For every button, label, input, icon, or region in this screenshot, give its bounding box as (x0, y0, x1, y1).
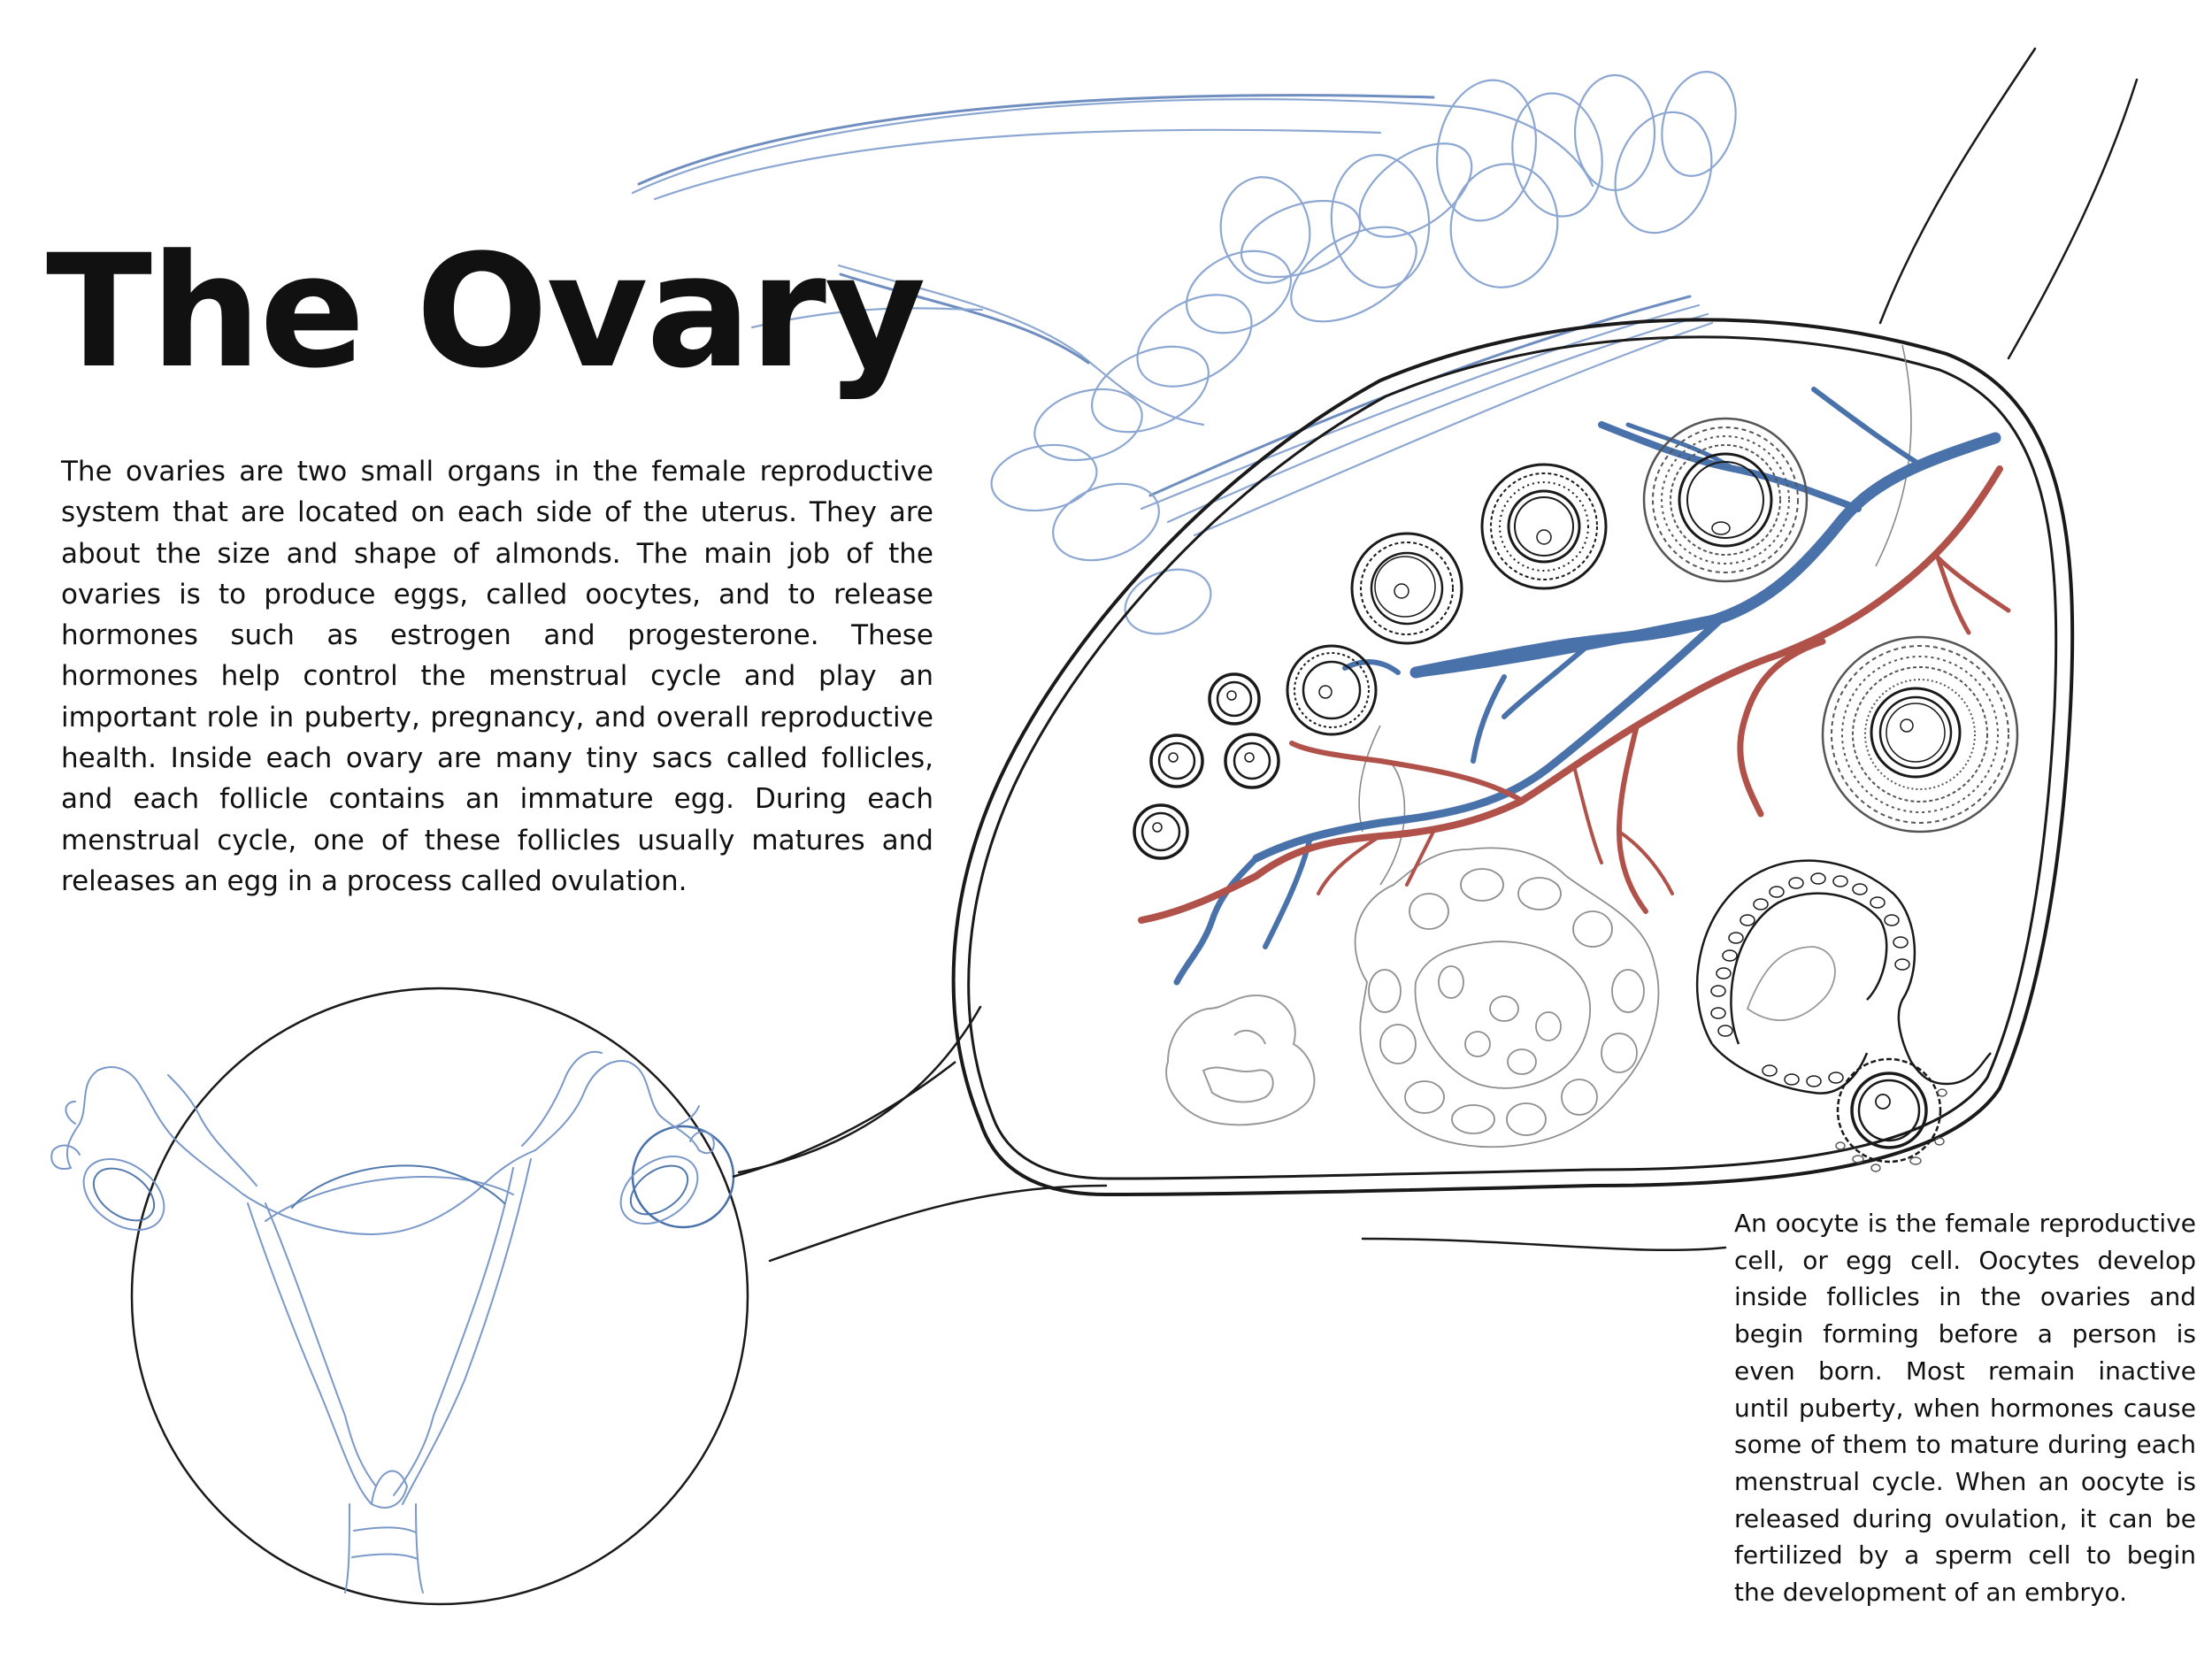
follicle-icon (1287, 646, 1376, 734)
follicle-icon (1644, 419, 1807, 581)
uterus-sketch-icon (51, 988, 956, 1604)
follicle-icon (1352, 534, 1462, 643)
follicle-icon (1823, 637, 2017, 832)
corpus-luteum-icon (1356, 848, 1659, 1147)
follicle-icon (1151, 735, 1202, 787)
ovary-cross-section-icon (954, 319, 2073, 1194)
ovary-description: The ovaries are two small organs in the female reproductive system that are located on each side of the uterus. They are about the size and shape of almonds. The main job of the ovaries is to produce eggs, called oocytes, and to release hormones such as estrogen and progesterone. These hormones help control the menstrual cycle and play an important role in puberty, pregnancy, and overall reproductive health. Inside each ovary are many tiny sacs called follicles, and each follicle contains an immature egg. During each menstrual cycle, one of these follicles usually matures and releases an egg in a process called ovulation. (61, 456, 933, 897)
ruptured-follicle-icon (1697, 861, 1915, 1094)
corpus-albicans-icon (1166, 995, 1314, 1125)
oocyte-description: An oocyte is the female reproductive cell, or egg cell. Oocytes develop inside follicles in the ovaries and begin forming before a person is even born. Most remain inactive until puberty, when hormones cause some of them to mature during each menstrual cycle. When an oocyte is released during ovulation, it can be fertilized by a sperm cell to begin the development of an embryo. (1734, 1209, 2196, 1608)
vein-network (1177, 389, 1995, 982)
follicle-icon (1482, 465, 1606, 588)
follicle-icon (1134, 805, 1187, 858)
page-title: The Ovary (46, 221, 925, 403)
follicle-icon (1210, 674, 1259, 724)
released-oocyte-icon (1836, 1053, 1991, 1171)
follicle-icon (1225, 734, 1279, 787)
